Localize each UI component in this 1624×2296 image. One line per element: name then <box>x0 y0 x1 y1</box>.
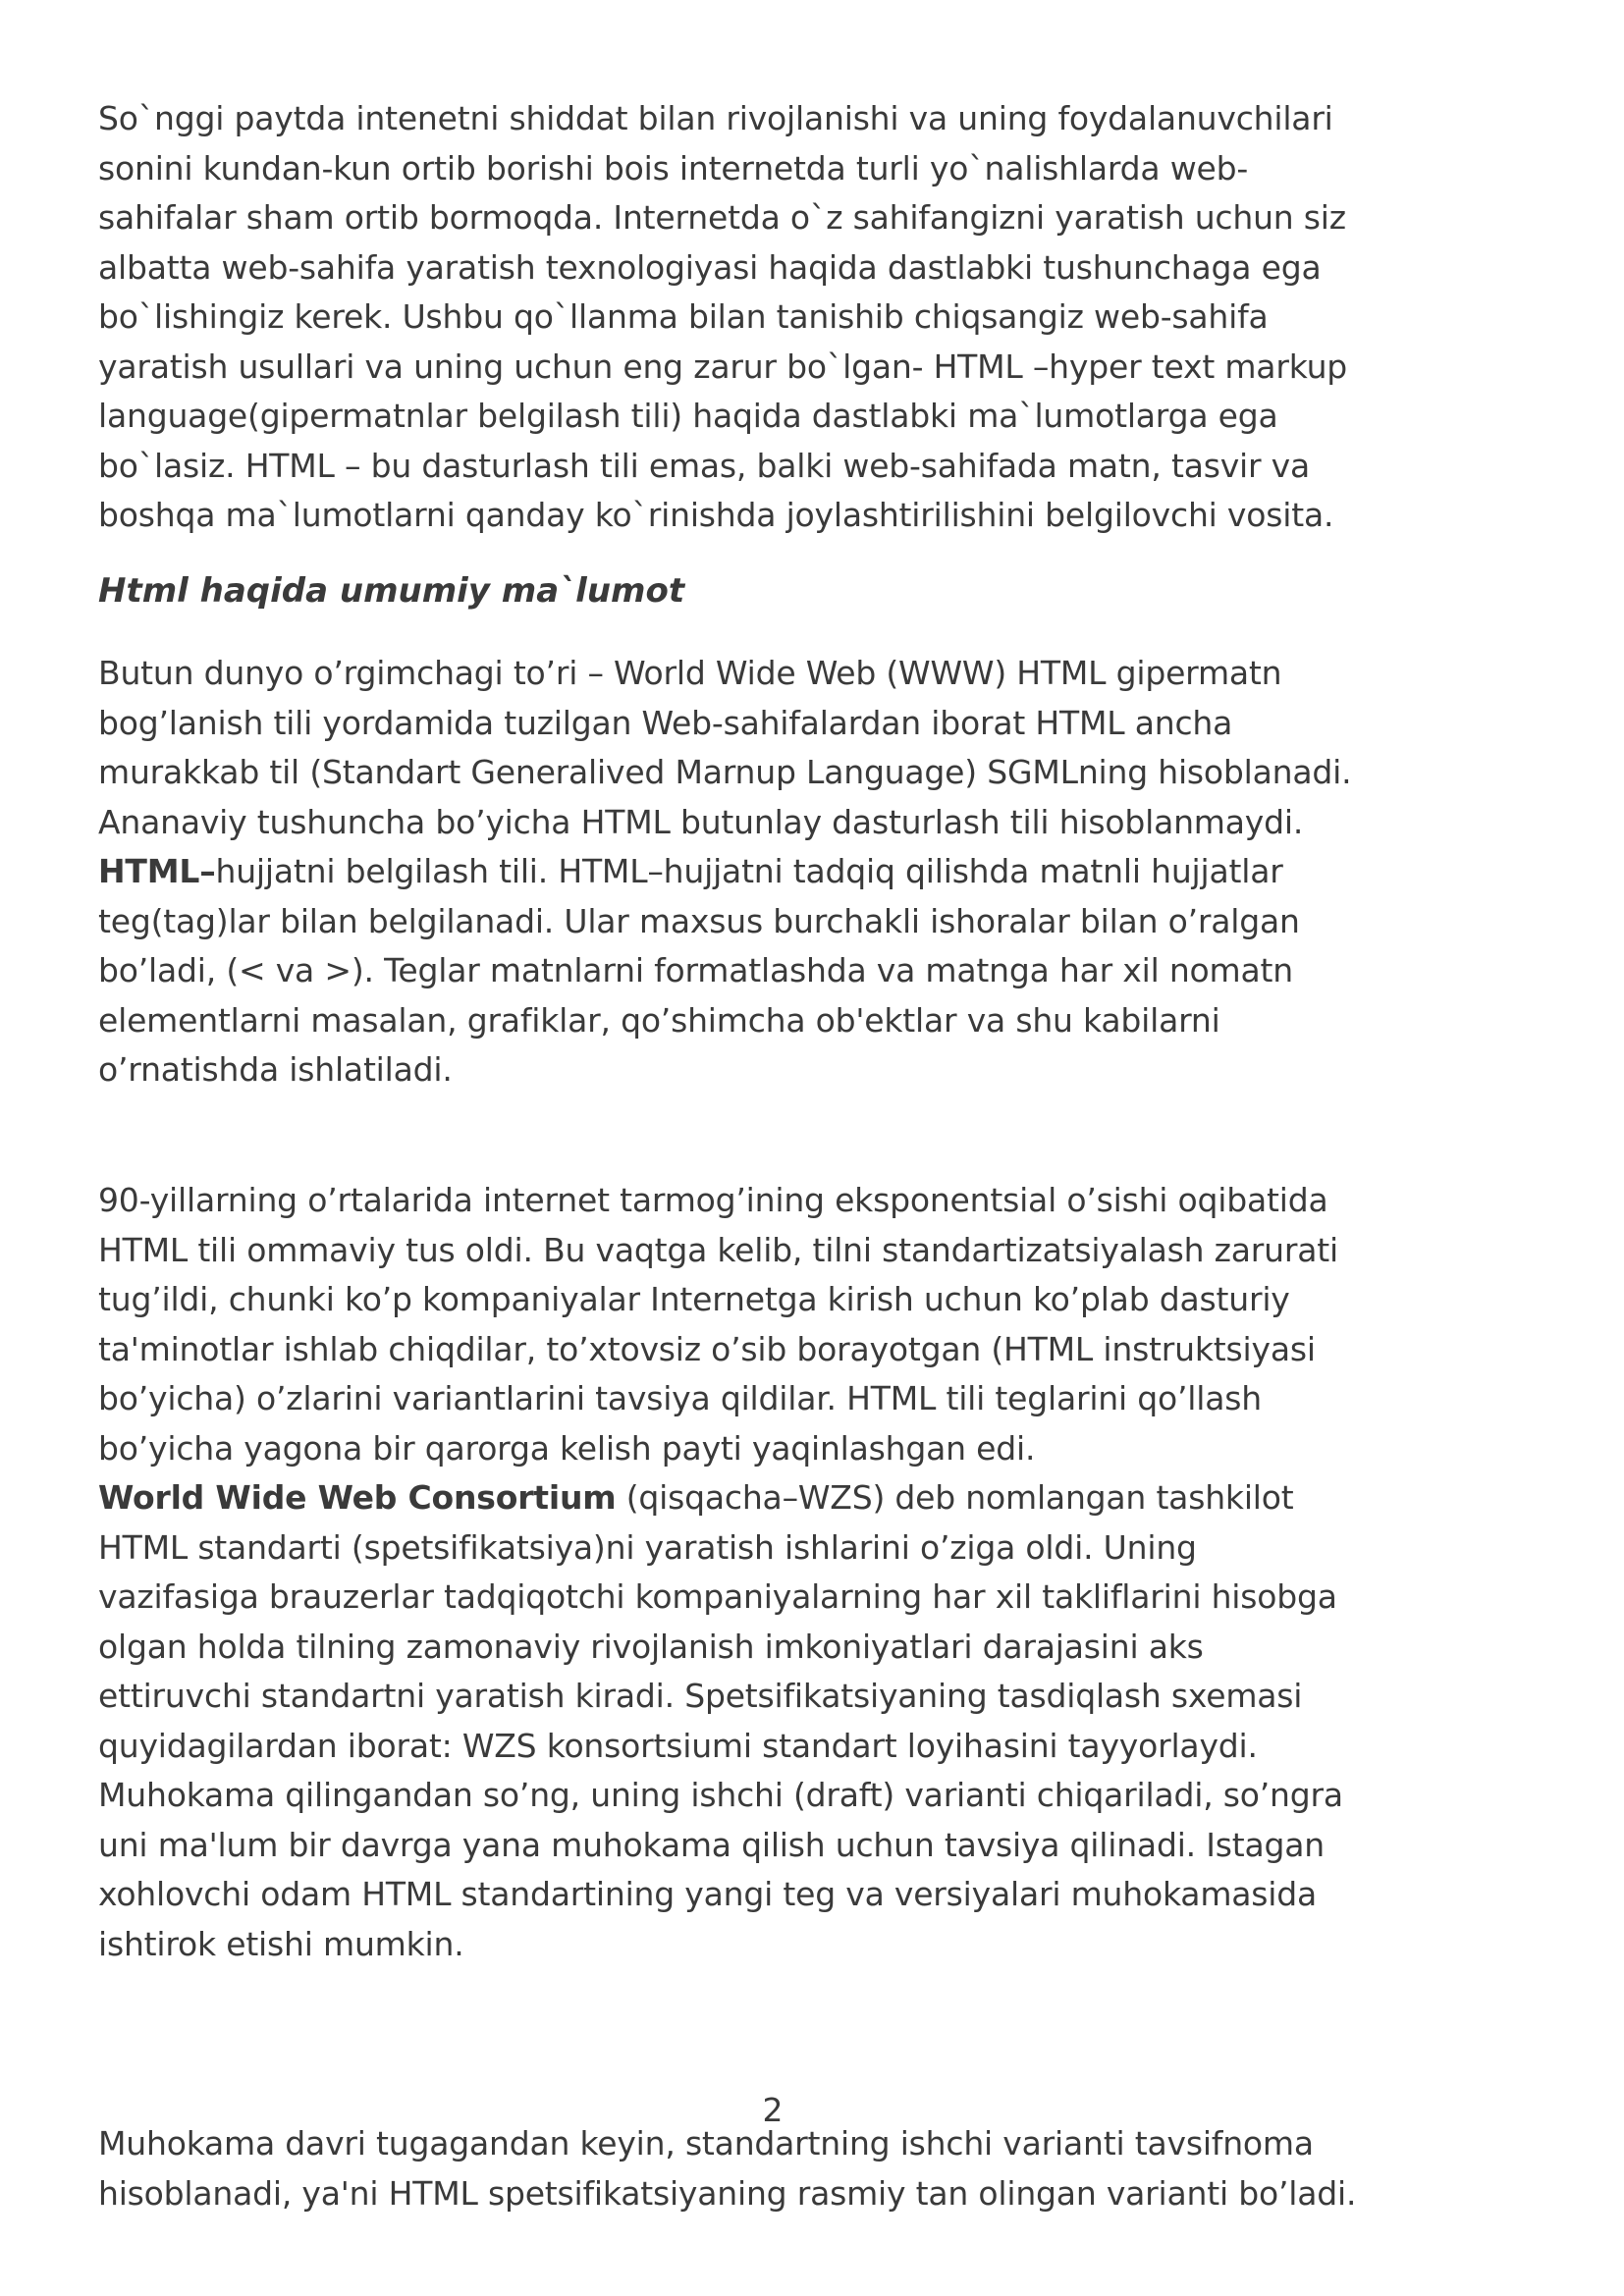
text-line: Butun dunyo o’rgimchagi to’ri – World Wide Web (WWW) HTML gipermatn <box>98 654 1282 692</box>
bold-term: World Wide Web Consortium <box>98 1478 617 1517</box>
text-line: sahifalar sham ortib bormoqda. Internetda o`z sahifangizni yaratish uchun siz <box>98 198 1346 237</box>
text-line: olgan holda tilning zamonaviy rivojlanish imkoniyatlari darajasini aks <box>98 1627 1204 1666</box>
text-line: Muhokama davri tugagandan keyin, standartning ishchi varianti tavsifnoma <box>98 2124 1314 2163</box>
text-line: HTML tili ommaviy tus oldi. Bu vaqtga kelib, tilni standartizatsiyalash zarurati <box>98 1230 1338 1269</box>
text-line: bo`lasiz. HTML – bu dasturlash tili emas, balki web-sahifada matn, tasvir va <box>98 446 1311 485</box>
text-line: So`nggi paytda intenetni shiddat bilan rivojlanishi va uning foydalanuvchilari <box>98 99 1333 137</box>
text-line: murakkab til (Standart Generalived Marnup Language) SGMLning hisoblanadi. <box>98 753 1352 791</box>
text-line: bo’yicha) o’zlarini variantlarini tavsiya qildilar. HTML tili teglarini qo’llash <box>98 1379 1262 1417</box>
text-line: o’rnatishda ishlatiladi. <box>98 1050 453 1089</box>
text-line: teg(tag)lar bilan belgilanadi. Ular maxsus burchakli ishoralar bilan o’ralgan <box>98 901 1300 940</box>
text-line: Muhokama qilingandan so’ng, uning ishchi (draft) varianti chiqariladi, so’ngra <box>98 1776 1343 1814</box>
html-overview-paragraph <box>98 649 1571 1095</box>
text-line: elementlarni masalan, grafiklar, qo’shimcha ob'ektlar va shu kabilarni <box>98 1000 1220 1040</box>
text-line <box>98 847 1571 897</box>
text-line: bo’yicha yagona bir qarorga kelish payti yaqinlashgan edi. <box>98 1428 1036 1468</box>
text-line: 90-yillarning o’rtalarida internet tarmog’ining eksponentsial o’sishi oqibatida <box>98 1181 1328 1219</box>
text-line: bog’lanish tili yordamida tuzilgan Web-sahifalardan iborat HTML ancha <box>98 703 1233 742</box>
text-line: bo`lishingiz kerek. Ushbu qo`llanma bilan tanishib chiqsangiz web-sahifa <box>98 297 1269 336</box>
text-fragment: hujjatni belgilash tili. HTML–hujjatni tadqiq qilishda matnli hujjatlar <box>215 852 1283 890</box>
text-line: quyidagilardan iborat: WZS konsortsiumi standart loyihasini tayyorlaydi. <box>98 1726 1258 1765</box>
text-line: ettiruvchi standartni yaratish kiradi. Spetsifikatsiyaning tasdiqlash sxemasi <box>98 1677 1303 1715</box>
text-fragment: (qisqacha–WZS) deb nomlangan tashkilot <box>616 1478 1294 1517</box>
text-line: sonini kundan-kun ortib borishi bois internetda turli yo`nalishlarda web- <box>98 148 1249 187</box>
text-line: ta'minotlar ishlab chiqdilar, to’xtovsiz o’sib borayotgan (HTML instruktsiyasi <box>98 1329 1316 1368</box>
page-number: 2 <box>762 2091 784 2129</box>
history-paragraph <box>98 1176 1571 1969</box>
text-line: boshqa ma`lumotlarni qanday ko`rinishda joylashtirilishini belgilovchi vosita. <box>98 496 1334 534</box>
text-line: tug’ildi, chunki ko’p kompaniyalar Internetga kirish uchun ko’plab dasturiy <box>98 1280 1290 1318</box>
bold-term: HTML– <box>98 852 216 890</box>
section-heading: Html haqida umumiy ma`lumot <box>98 571 685 611</box>
text-line: uni ma'lum bir davrga yana muhokama qilish uchun tavsiya qilinadi. Istagan <box>98 1825 1326 1864</box>
text-line: Ananaviy tushuncha bo’yicha HTML butunlay dasturlash tili hisoblanmaydi. <box>98 802 1304 841</box>
text-line: xohlovchi odam HTML standartining yangi teg va versiyalari muhokamasida <box>98 1875 1318 1913</box>
text-line: hisoblanadi, ya'ni HTML spetsifikatsiyaning rasmiy tan olingan varianti bo’ladi. <box>98 2173 1357 2213</box>
text-line: language(gipermatnlar belgilash tili) haqida dastlabki ma`lumotlarga ega <box>98 397 1278 435</box>
next-page-paragraph <box>98 2119 1571 2218</box>
text-line: vazifasiga brauzerlar tadqiqotchi kompaniyalarning har xil takliflarini hisobga <box>98 1577 1337 1616</box>
text-line: yaratish usullari va uning uchun eng zarur bo`lgan- HTML –hyper text markup <box>98 347 1348 386</box>
text-line: albatta web-sahifa yaratish texnologiyasi haqida dastlabki tushunchaga ega <box>98 247 1322 287</box>
text-line: HTML standarti (spetsifikatsiya)ni yaratish ishlarini o’ziga oldi. Uning <box>98 1527 1197 1567</box>
text-line: ishtirok etishi mumkin. <box>98 1924 464 1963</box>
intro-paragraph <box>98 94 1571 541</box>
text-line: bo’ladi, (< va >). Teglar matnlarni formatlashda va matnga har xil nomatn <box>98 951 1293 989</box>
text-line <box>98 1473 1571 1523</box>
